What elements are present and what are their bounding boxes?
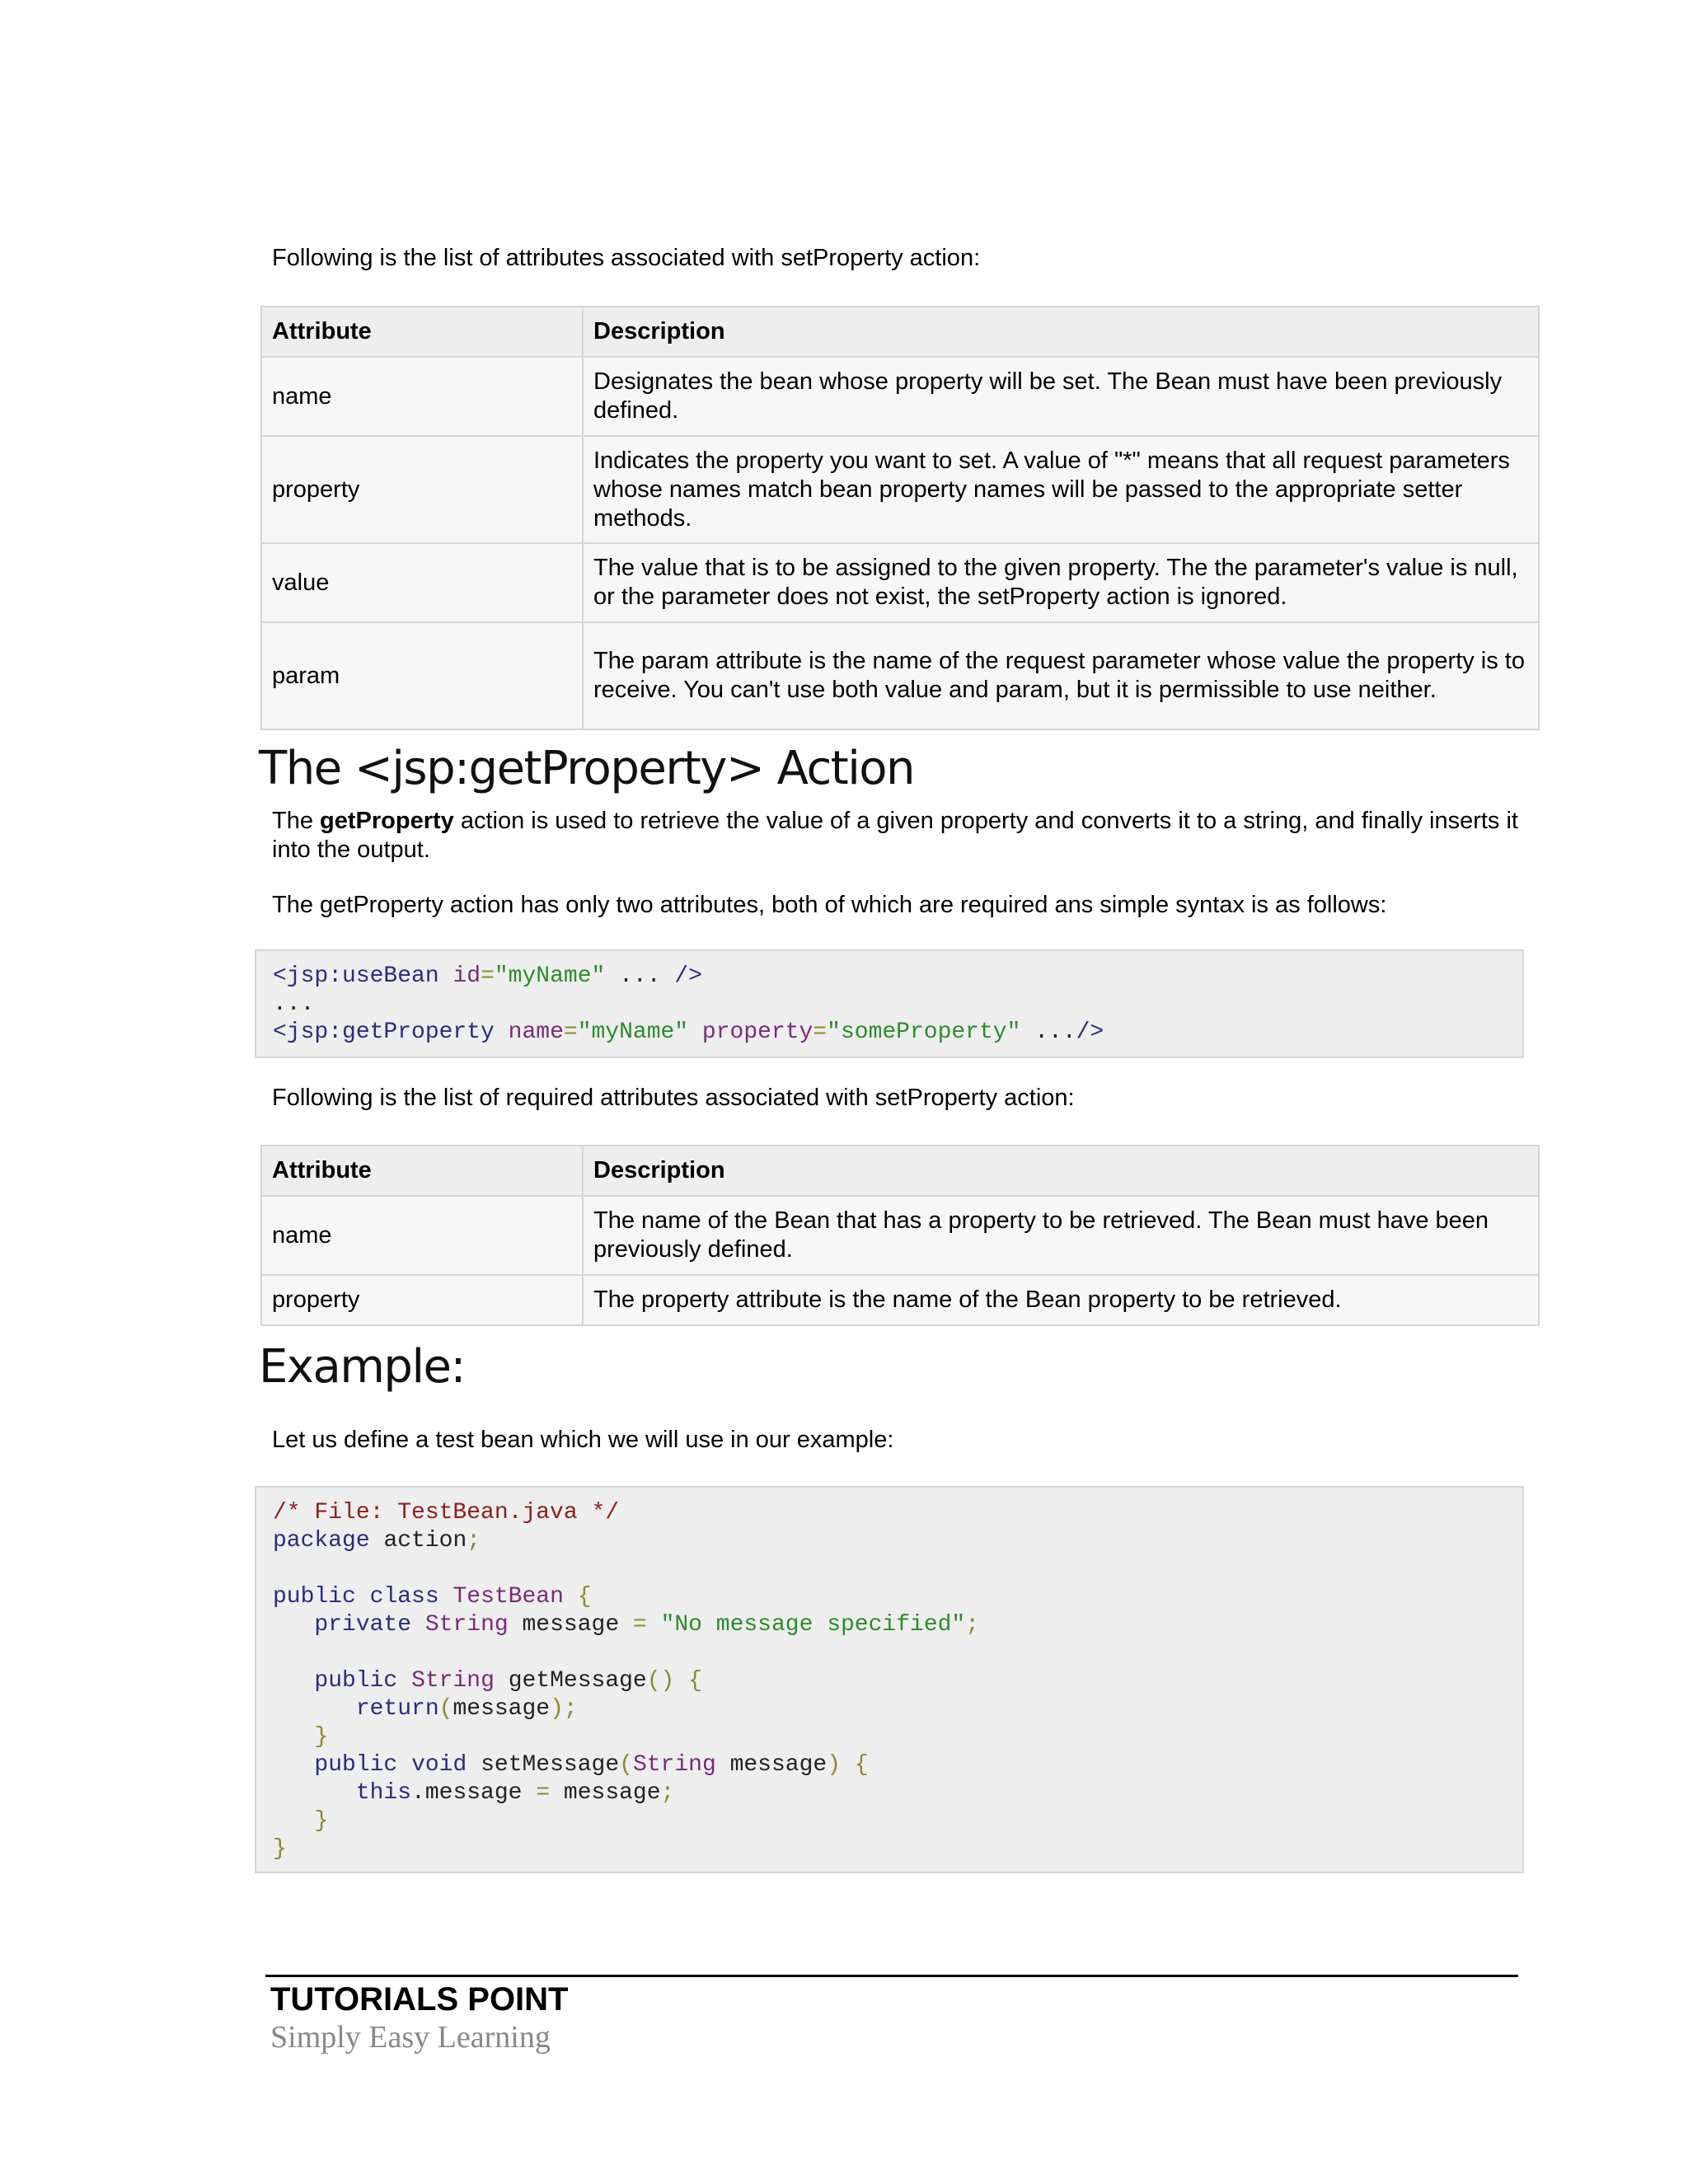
column-header-attribute: Attribute xyxy=(261,1146,583,1196)
description-cell: The param attribute is the name of the request parameter whose value the property is to receive. You can't use both value and param, but it is permissible to use neither. xyxy=(583,622,1539,729)
footer-brand: TUTORIALS POINT xyxy=(270,1981,569,2018)
description-cell: The property attribute is the name of the Bean property to be retrieved. xyxy=(583,1275,1539,1325)
description-text: The xyxy=(272,808,321,834)
description-bold-term: getProperty xyxy=(320,808,454,834)
set-attributes-intro: Following is the list of attributes associated with setProperty action: xyxy=(272,245,981,271)
table-row xyxy=(261,436,1539,543)
column-header-description: Description xyxy=(583,307,1539,357)
attribute-cell: name xyxy=(261,1196,583,1275)
attribute-cell: name xyxy=(261,357,583,436)
table-row xyxy=(261,1196,1539,1275)
footer-tagline: Simply Easy Learning xyxy=(270,2020,551,2055)
syntax-intro: The getProperty action has only two attributes, both of which are required ans simple syntax is as follows: xyxy=(272,892,1387,918)
get-attributes-intro: Following is the list of required attributes associated with setProperty action: xyxy=(272,1085,1075,1111)
syntax-code-block: <jsp:useBean id="myName" ... /> ... <jsp:getProperty name="myName" property="someProperty" .../> xyxy=(255,949,1524,1058)
description-cell: The value that is to be assigned to the given property. The the parameter's value is null, or the parameter does not exist, the setProperty action is ignored. xyxy=(583,543,1539,622)
description-cell: Indicates the property you want to set. A value of "*" means that all request parameters whose names match bean property names will be passed to the appropriate setter methods. xyxy=(583,436,1539,543)
attribute-cell: param xyxy=(261,622,583,729)
column-header-attribute: Attribute xyxy=(261,307,583,357)
table-row xyxy=(261,543,1539,622)
example-intro: Let us define a test bean which we will use in our example: xyxy=(272,1427,894,1453)
attribute-cell: value xyxy=(261,543,583,622)
footer-divider xyxy=(265,1975,1518,1977)
table-header-row xyxy=(261,307,1539,357)
attribute-cell: property xyxy=(261,1275,583,1325)
attribute-cell: property xyxy=(261,436,583,543)
column-header-description: Description xyxy=(583,1146,1539,1196)
set-property-attributes-table xyxy=(260,306,1540,730)
table-row xyxy=(261,1275,1539,1325)
description-cell: The name of the Bean that has a property to be retrieved. The Bean must have been previously defined. xyxy=(583,1196,1539,1275)
java-code-block: /* File: TestBean.java */ package action; public class TestBean { private String message = "No message specified"; public String getMessage() { return(message); } public void setMessage(String message) { this.message = message; } } xyxy=(255,1486,1524,1873)
section-heading-getproperty: The <jsp:getProperty> Action xyxy=(259,742,915,795)
section-heading-example: Example: xyxy=(259,1340,465,1394)
table-row xyxy=(261,357,1539,436)
get-property-attributes-table xyxy=(260,1145,1540,1326)
table-row xyxy=(261,622,1539,729)
table-header-row xyxy=(261,1146,1539,1196)
description-cell: Designates the bean whose property will be set. The Bean must have been previously defined. xyxy=(583,357,1539,436)
description-text: action is used to retrieve the value of a given property and converts it to a string, and finally inserts it into the output. xyxy=(272,808,1518,863)
getproperty-description xyxy=(272,807,1518,865)
